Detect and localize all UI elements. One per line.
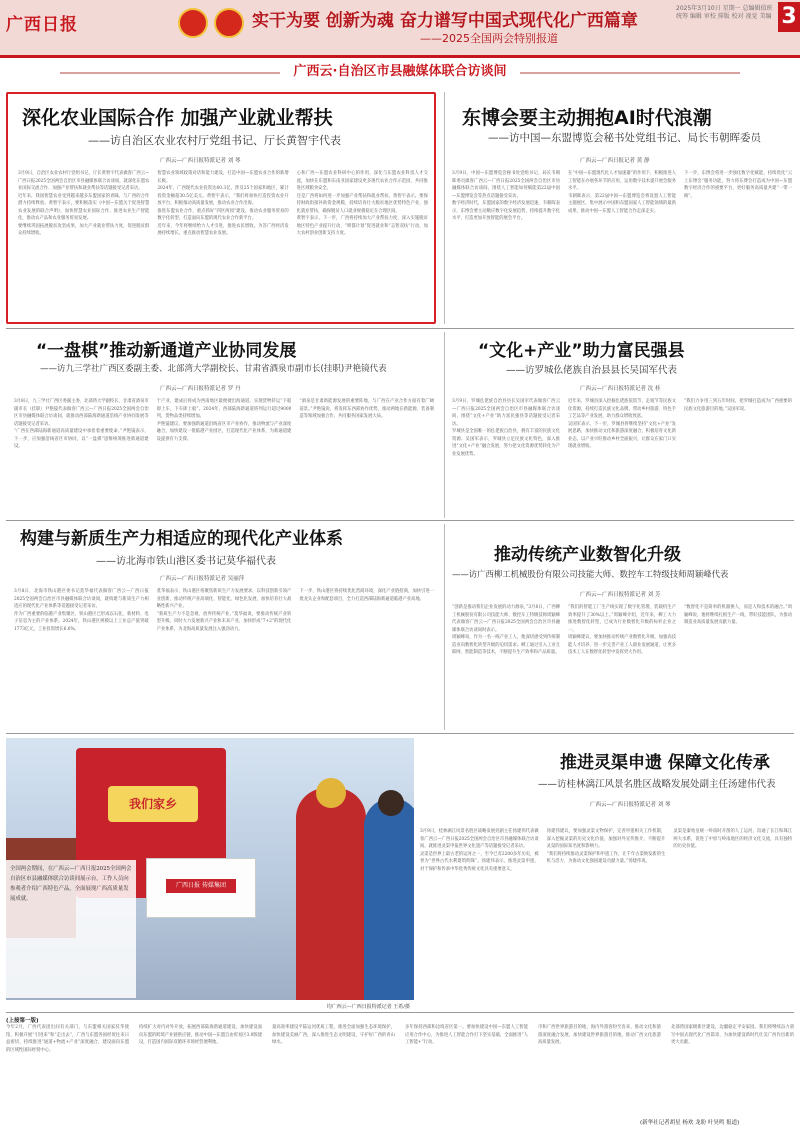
person-in-costume xyxy=(296,788,366,1000)
article-title: 深化农业国际合作 加强产业就业帮扶 xyxy=(22,107,333,129)
paragraph: 2024年，广西现代农业投资达60.3亿，涉及25个国家和地区，累计投资金额超30.5亿美元。黄智宇表示，“我们将加快打造投资农业开放平台，积极推动高质量发展，推动农业合作出海。 xyxy=(157,186,289,206)
article-column xyxy=(684,398,792,514)
paragraph: 数字经济时代，东盟国家的数字经济发展迅速，韦朝晖表示，东博会要主动顺应数字化发展趋势，持续提升数字化水平，打造更加开放智能的展会平台。 xyxy=(452,201,560,221)
paragraph: 推进东盟农业合作，重点抓好“四区两园”建设，推动农业服务贸易的数字化转型，打造面向东盟的现代农业合作新平台。 xyxy=(157,208,289,221)
paragraph: 还是广西将如何进一步加强产业帮扶和就业帮扶，黄智宇表示，要保持财政衔接补助资金规模，持续培育壮大脱贫地区优势特色产业，强化就业帮扶，确保脱贫人口就业规模稳定在合理区间。 xyxy=(296,193,428,214)
article-body xyxy=(452,398,792,514)
article-column xyxy=(157,398,292,514)
paragraph: 吴国军表示，下一步，罗城县将继续坚持“文化+产业”发展思路，加快推动文化和旅游深度融合，积极培育文化新业态，以产业兴旺推动乡村全面振兴，让群众在家门口实现就业增收。 xyxy=(568,421,676,449)
newspaper-logo: 广西日报 xyxy=(6,15,78,35)
article-column xyxy=(405,1024,528,1118)
article-column xyxy=(14,588,149,728)
paragraph: 量高效率建设平陆运河优质工程，推进全面加强生态环境保护，加快建设美丽广西，深入推进生态文明建设，守护好广西的青山绿水。 xyxy=(272,1025,395,1045)
article-subtitle: ——访广西柳工机械股份有限公司技能大师、数控车工特级技师周颖峰代表 xyxy=(452,569,729,579)
paragraph: 3月8日，北海市铁山港区委书记莫华福代表做客广西云—广西日报2025全国两会自治区市县融媒体联合访谈间，就构建与新质生产力相适应的现代化产业体系等话题接受记者采访。 xyxy=(14,589,149,609)
paragraph: 罗城县是全国唯一的仫佬族自治县，拥有丰富的民族文化资源。吴国军表示，罗城县立足民族文化特色，深入推进“文化+产业”融合发展，努力把文化资源优势转化为产业发展优势。 xyxy=(452,429,560,457)
article-title: 推动传统产业数智化升级 xyxy=(494,545,681,565)
paragraph: 智慧农业领域政策对话和能力建设，打造中国—东盟农业合作的新增长极。 xyxy=(157,171,289,184)
paragraph: 莫华福表示，铁山港区将聚焦新质生产力发展要求，以科技创新引领产业创新，推动传统产业高端化、智能化、绿色化发展，加快培育壮大战略性新兴产业。 xyxy=(156,589,292,609)
article-column xyxy=(452,398,560,514)
paragraph: 作为广西重要的临港产业集聚区，铁山港区已形成以石化、新材料、电子信息为主的产业体系。2024年，铁山港区规模以上工业总产值突破1773亿元，工业投资增长6.6%。 xyxy=(14,611,149,632)
section-divider xyxy=(6,328,794,329)
article-column xyxy=(547,828,666,1000)
article-column xyxy=(18,170,149,318)
photo-caption: 全国两会期间，在广西云—广西日报2025全国两会自治区市县融媒体联合访谈间展示台，工作人员向参观者介绍广西特色产品，全面展现广西高质量发展成就。 xyxy=(6,860,136,998)
section-banner: 广西云·自治区市县融媒体联合访谈间 xyxy=(0,60,800,84)
article-column xyxy=(299,398,434,514)
article-title: 构建与新质生产力相适应的现代化产业体系 xyxy=(20,529,343,549)
paragraph: “我们将持续推动灵渠保护和申遗工作，让千年古渠焕发新的生机与活力，为推动文化强国建设贡献力量。”汤建伟说。 xyxy=(546,851,666,864)
article-byline: 广西云—广西日报特派记者 吴丽萍 xyxy=(160,576,245,582)
article-body xyxy=(18,170,428,318)
article-body xyxy=(14,398,434,514)
paragraph: “酒泉是甘肃新能源发展的重要阵地，与广西在产业合作方面有着广阔前景。”尹艳镜说，将发挥东西部协作优势，推动两地在新能源、装备制造等领域加强合作，共同服务国家发展大局。 xyxy=(299,399,435,419)
paragraph: 3月9日，自治区农业农村厅党组书记、厅长黄智宇代表做客广西云—广西日报2025全国两会自治区市县融媒体联合访谈间，就深化东盟农业国际交流合作、加强产业帮扶和就业帮扶等话题接受记者采访。 xyxy=(18,171,150,191)
paragraph: 周颖峰建议，要加快推动传统产业数智化升级，加强高技能人才培养，进一步完善产业工人职业发展通道，让更多技术工人在数智化转型中发挥更大作用。 xyxy=(568,635,676,655)
article-column xyxy=(684,170,792,320)
column-divider xyxy=(444,332,445,518)
article-subtitle: ——访桂林漓江风景名胜区战略发展处副主任汤建伟代表 xyxy=(538,779,776,790)
paragraph: 3月8日，九三学社广西区委副主委、北部湾大学副校长、甘肃省酒泉市副市长（挂职）尹艳镜代表做客广西云—广西日报2025全国两会自治区市县融媒体联合访谈间，就推动西部陆海新通道沿线产业协同发展等话题接受记者采访。 xyxy=(14,399,149,427)
continuation-label: (上接第一版) xyxy=(6,1018,39,1024)
article-column xyxy=(420,828,539,1000)
wire-credit: (新华社记者胡星 杨欢 龙盼 叶昊鸣 报道) xyxy=(640,1120,740,1126)
article-byline: 广西云—广西日报记者 黄 静 xyxy=(580,158,650,164)
article-column xyxy=(157,588,292,728)
paragraph: “数智化不是简单的机器换人，而是人和技术的融合。”周颖峰说，他将继续扎根生产一线，带好技能团队，为推动制造业高质量发展贡献力量。 xyxy=(684,605,792,625)
paragraph: 周颖峰说，作为一名一线产业工人，他深切感受到传统制造业向数智化转型升级的迫切需求。柳工通过引入工业互联网、智能制造等技术，不断提升生产效率和产品质量。 xyxy=(452,635,560,655)
article-byline: 广西云—广西日报特派记者 刘 琴 xyxy=(160,158,241,164)
paragraph: 市和广西世界旅游目的地，海内外游客纷至沓来，推动文化和旅游深度融合发展，加快建设世界旅游目的地，推动广西文化旅游高质量发展。 xyxy=(538,1025,661,1045)
paragraph: 汤建伟建议，要加强灵渠文物保护，完善申遗相关工作机制，深入挖掘灵渠的历史文化价值，加强对外宣传推介，不断提升灵渠的国际知名度和影响力。 xyxy=(546,829,666,849)
article-title: 东博会要主动拥抱AI时代浪潮 xyxy=(462,107,712,129)
paragraph: “我们力争用三到五年时间，把罗城打造成为广西重要的民族文化旅游目的地。”吴国军说。 xyxy=(684,399,792,412)
paragraph: 北部湾国家级新区建设，边疆稳定平安家园。我们将继续奋力谱写中国式现代化广西篇章，为加快建设新时代壮美广西作出新的更大贡献。 xyxy=(671,1025,794,1045)
article-body xyxy=(452,604,792,728)
masthead-slogan: 实干为要 创新为魂 奋力谱写中国式现代化广西篇章 xyxy=(252,11,638,31)
article-byline: 广西云—广西日报特派记者 刘 琴 xyxy=(590,802,671,808)
article-column xyxy=(157,170,288,318)
article-body xyxy=(452,170,792,320)
paragraph: 下一步，铁山港区将持续优化营商环境，深化产业链招商，加快引进一批龙头企业和配套项目，全力打造西部陆海新通道临港产业高地。 xyxy=(299,589,435,602)
counter-sign: 广西日报 传媒集团 xyxy=(166,879,236,893)
paragraph: 要继续巩固拓展脱贫攻坚成果，加大产业就业帮扶力度，促进脱贫群众持续增收。 xyxy=(18,223,150,236)
paragraph: “广西在西部陆海新通道高质量建设中承担着重要使命。”尹艳镜表示，下一步，应加强沿线省区市协同，以“一盘棋”思维统筹推进新通道建设。 xyxy=(14,429,149,449)
paragraph: 韦朝晖表示，第22届中国—东盟博览会将设置人工智能主题展区，集中展示中国和东盟国家人工智能领域的最新成果，推动中国—东盟人工智能合作走深走实。 xyxy=(568,193,676,214)
article-subtitle: ——访九三学社广西区委副主委、北部湾大学副校长、甘肃省酒泉市副市长(挂职)尹艳镜代表 xyxy=(40,364,387,374)
person-in-uniform xyxy=(364,798,414,1000)
article-column xyxy=(299,588,434,728)
photo-credit: 均广西云—广西日报特派记者 王希/摄 xyxy=(326,1004,410,1010)
date-info: 2025年3月10日 星期一 总编辑值班 统筹 编辑 审校 排版 校对 视觉 美编 xyxy=(676,5,773,20)
paragraph: 持续扩大对内对外开放，拓展西部陆海新通道建设，加快建设面向东盟的跨境产业链供应链，推动中国—东盟自由贸易区3.0版建设，打造国内国际双循环市场经营便利地。 xyxy=(139,1025,262,1045)
article-subtitle: ——访自治区农业农村厅党组书记、厅长黄智宇代表 xyxy=(88,134,341,147)
article-column xyxy=(538,1024,661,1118)
article-title: “一盘棋”推动新通道产业协同发展 xyxy=(36,341,297,361)
paragraph: 灵渠是世界上最古老的运河之一，至今已有2200多年历史，被誉为“世界古代水利建筑明珠”。汤建伟表示，推进灵渠申遗，对于保护和传承中华优秀传统文化具有重要意义。 xyxy=(420,851,539,872)
column-divider xyxy=(444,524,445,730)
article-column xyxy=(452,604,560,728)
article-title: 推进灵渠申遗 保障文化传承 xyxy=(560,753,770,773)
paragraph: 近年来，我国智慧农业受到越来越多东盟国家的青睐，与广西的合作潜力持续释放。黄智宇表示，要积极落实《中国—东盟关于促进智慧农业发展的联合声明》，加快智慧农业国际合作，推进农业生产智能化，推动农产品和农业服务贸易发展。 xyxy=(18,193,150,221)
display-counter xyxy=(146,858,256,918)
article-subtitle: ——访罗城仫佬族自治县县长吴国军代表 xyxy=(506,365,678,376)
article-byline: 广西云—广西日报特派记者 刘 芳 xyxy=(580,592,661,598)
paragraph: 今年2月，广西代表团出问有关部门，与东盟相关国家驻华使馆，积极开展“引进来”和“走出去”，广西与东盟各国经贸往来日益密切，持续推进“通道+物流+产业”深度融合，建设面向东盟的区域性国际经贸中心。 xyxy=(6,1025,129,1053)
article-column xyxy=(671,1024,794,1118)
masthead-subslogan: ——2025全国两会特别报道 xyxy=(420,32,558,45)
paragraph: “我们的智能工厂生产线实现了数字化管理，装载机生产效率提升了30%以上。”周颖峰介绍，近年来，柳工大力推进数智化转型，已成为行业数智化升级的标杆企业之一。 xyxy=(568,605,676,633)
paragraph: 于产业，建成后将成为西南地区最便捷出海通道。实现货物转运“下船即上车、下车即上船”。2024年，西部陆海新通道班列运行超过9000列，货物品类持续增加。 xyxy=(156,399,292,419)
section-divider xyxy=(6,733,794,734)
paragraph: 近年来，今年将继续给力人才引进，推进农民增收。为答广西经济发展持续增长，重点推动智慧农业发展。 xyxy=(157,223,289,236)
article-subtitle: ——访北海市铁山港区委书记莫华福代表 xyxy=(96,556,276,567)
paragraph: 尹艳镜建议，要加强新通道沿线省区市产业协作，推动物流与产业深度融合，加快建设一批临港产业园区，打造现代化产业体系，为新通道建设提供有力支撑。 xyxy=(156,421,292,442)
column-divider xyxy=(444,92,445,324)
article-byline: 广西云—广西日报特派记者 罗 丹 xyxy=(160,386,241,392)
paragraph: 下一步，东博会将进一步强化数字化赋能，持续优化“云上东博会”服务功能，努力将东博会打造成为中国—东盟数字经济合作的重要平台，更好服务高质量共建“一带一路”。 xyxy=(684,171,792,199)
party-emblem-icon xyxy=(214,8,244,38)
article-column xyxy=(139,1024,262,1118)
paragraph: 近年来，罗城县深入挖掘仫佬族依饭节、走坡节等民族文化资源，持续打造民族文化品牌，带动乡村旅游、特色手工艺品等产业发展，助力群众增收致富。 xyxy=(568,399,676,419)
article-column xyxy=(14,398,149,514)
article-column xyxy=(673,828,792,1000)
article-column xyxy=(568,398,676,514)
paragraph: 多年保持西部和边境省区第一。要加快建设中国—东盟人工智能应用合作中心，为推进人工智能合作打下坚实基础，全面推进“人工智能+”行动。 xyxy=(405,1025,528,1045)
article-body xyxy=(420,828,792,1000)
emblem-icon xyxy=(178,8,208,38)
paragraph: 黄智宇表示，下一步，广西将持续加大产业帮扶力度，深入实施脱贫地区特色产业提升行动，“圳都计划”促进就业和“志智双扶”行动，加大农村创业创新支持力度。 xyxy=(296,216,428,236)
article-title: “文化+产业”助力富民强县 xyxy=(478,341,685,361)
article-byline: 广西云—广西日报特派记者 沈 桂 xyxy=(580,386,661,392)
article-column xyxy=(568,170,676,320)
paragraph: 3月9日，中国—东盟博览会秘书处党组书记、局长韦朝晖委员做客广西云—广西日报2025全国两会自治区市县融媒体联合访谈间，围绕人工智能如何赋能第22届中国—东盟博览会等热点话题接受采访。 xyxy=(452,171,560,199)
article-body xyxy=(14,588,434,728)
paragraph: “新质生产力不是忽视、放弃传统产业，”莫华福说，要推动传统产业转型升级，同时大力发展新兴产业和未来产业，加快形成“7+2”的现代化产业体系，为北海高质量发展注入强劲动力。 xyxy=(156,611,292,632)
paragraph: 心和广西—东盟农业科研中心的作用，深化与东盟农业科技人才交流，加快在东盟和东南亚国家建设更多现代农业合作示范园，共同推进区域粮食安全。 xyxy=(296,171,428,191)
article-column xyxy=(272,1024,395,1118)
section-divider xyxy=(6,520,794,521)
continuation-body xyxy=(6,1024,794,1118)
booth-sign: 我们家乡 xyxy=(108,786,198,822)
paragraph: 3月9日，罗城仫佬族自治县县长吴国军代表做客广西云—广西日报2025全国两会自治区市县融媒体联合访谈间，围绕“文化+产业”助力富民强县等话题接受记者采访。 xyxy=(452,399,560,427)
paragraph: 灵渠是秦始皇统一岭南时开凿的人工运河，沟通了长江和珠江两大水系，促进了中原与岭南地区的经济文化交流，具有独特的历史价值。 xyxy=(673,829,793,849)
article-column xyxy=(297,170,428,318)
article-subtitle: ——访中国—东盟博览会秘书处党组书记、局长韦朝晖委员 xyxy=(488,132,761,144)
paragraph: 在“中国—东盟现代化人才加速器”的作用下，积极推进人工智能在办展各环节的应用，运用数字技术提升展会服务水平。 xyxy=(568,171,676,191)
paragraph: “创新是推动我们企业发展的动力源泉，”3月8日，广西柳工机械股份有限公司技能大师、数控车工特级技师周颖峰代表做客广西云—广西日报2025全国两会自治区市县融媒体联合访谈间时表示。 xyxy=(452,605,560,633)
article-column xyxy=(684,604,792,728)
article-column xyxy=(568,604,676,728)
section-divider xyxy=(6,1012,794,1013)
paragraph: 3月9日，桂林漓江风景名胜区战略发展处副主任汤建伟代表做客广西云—广西日报2025全国两会自治区市县融媒体联合访谈间，就推进灵渠申报世界文化遗产等话题接受记者采访。 xyxy=(420,829,539,849)
article-column xyxy=(6,1024,129,1118)
page-number: 3 xyxy=(778,2,800,32)
article-column xyxy=(452,170,560,320)
